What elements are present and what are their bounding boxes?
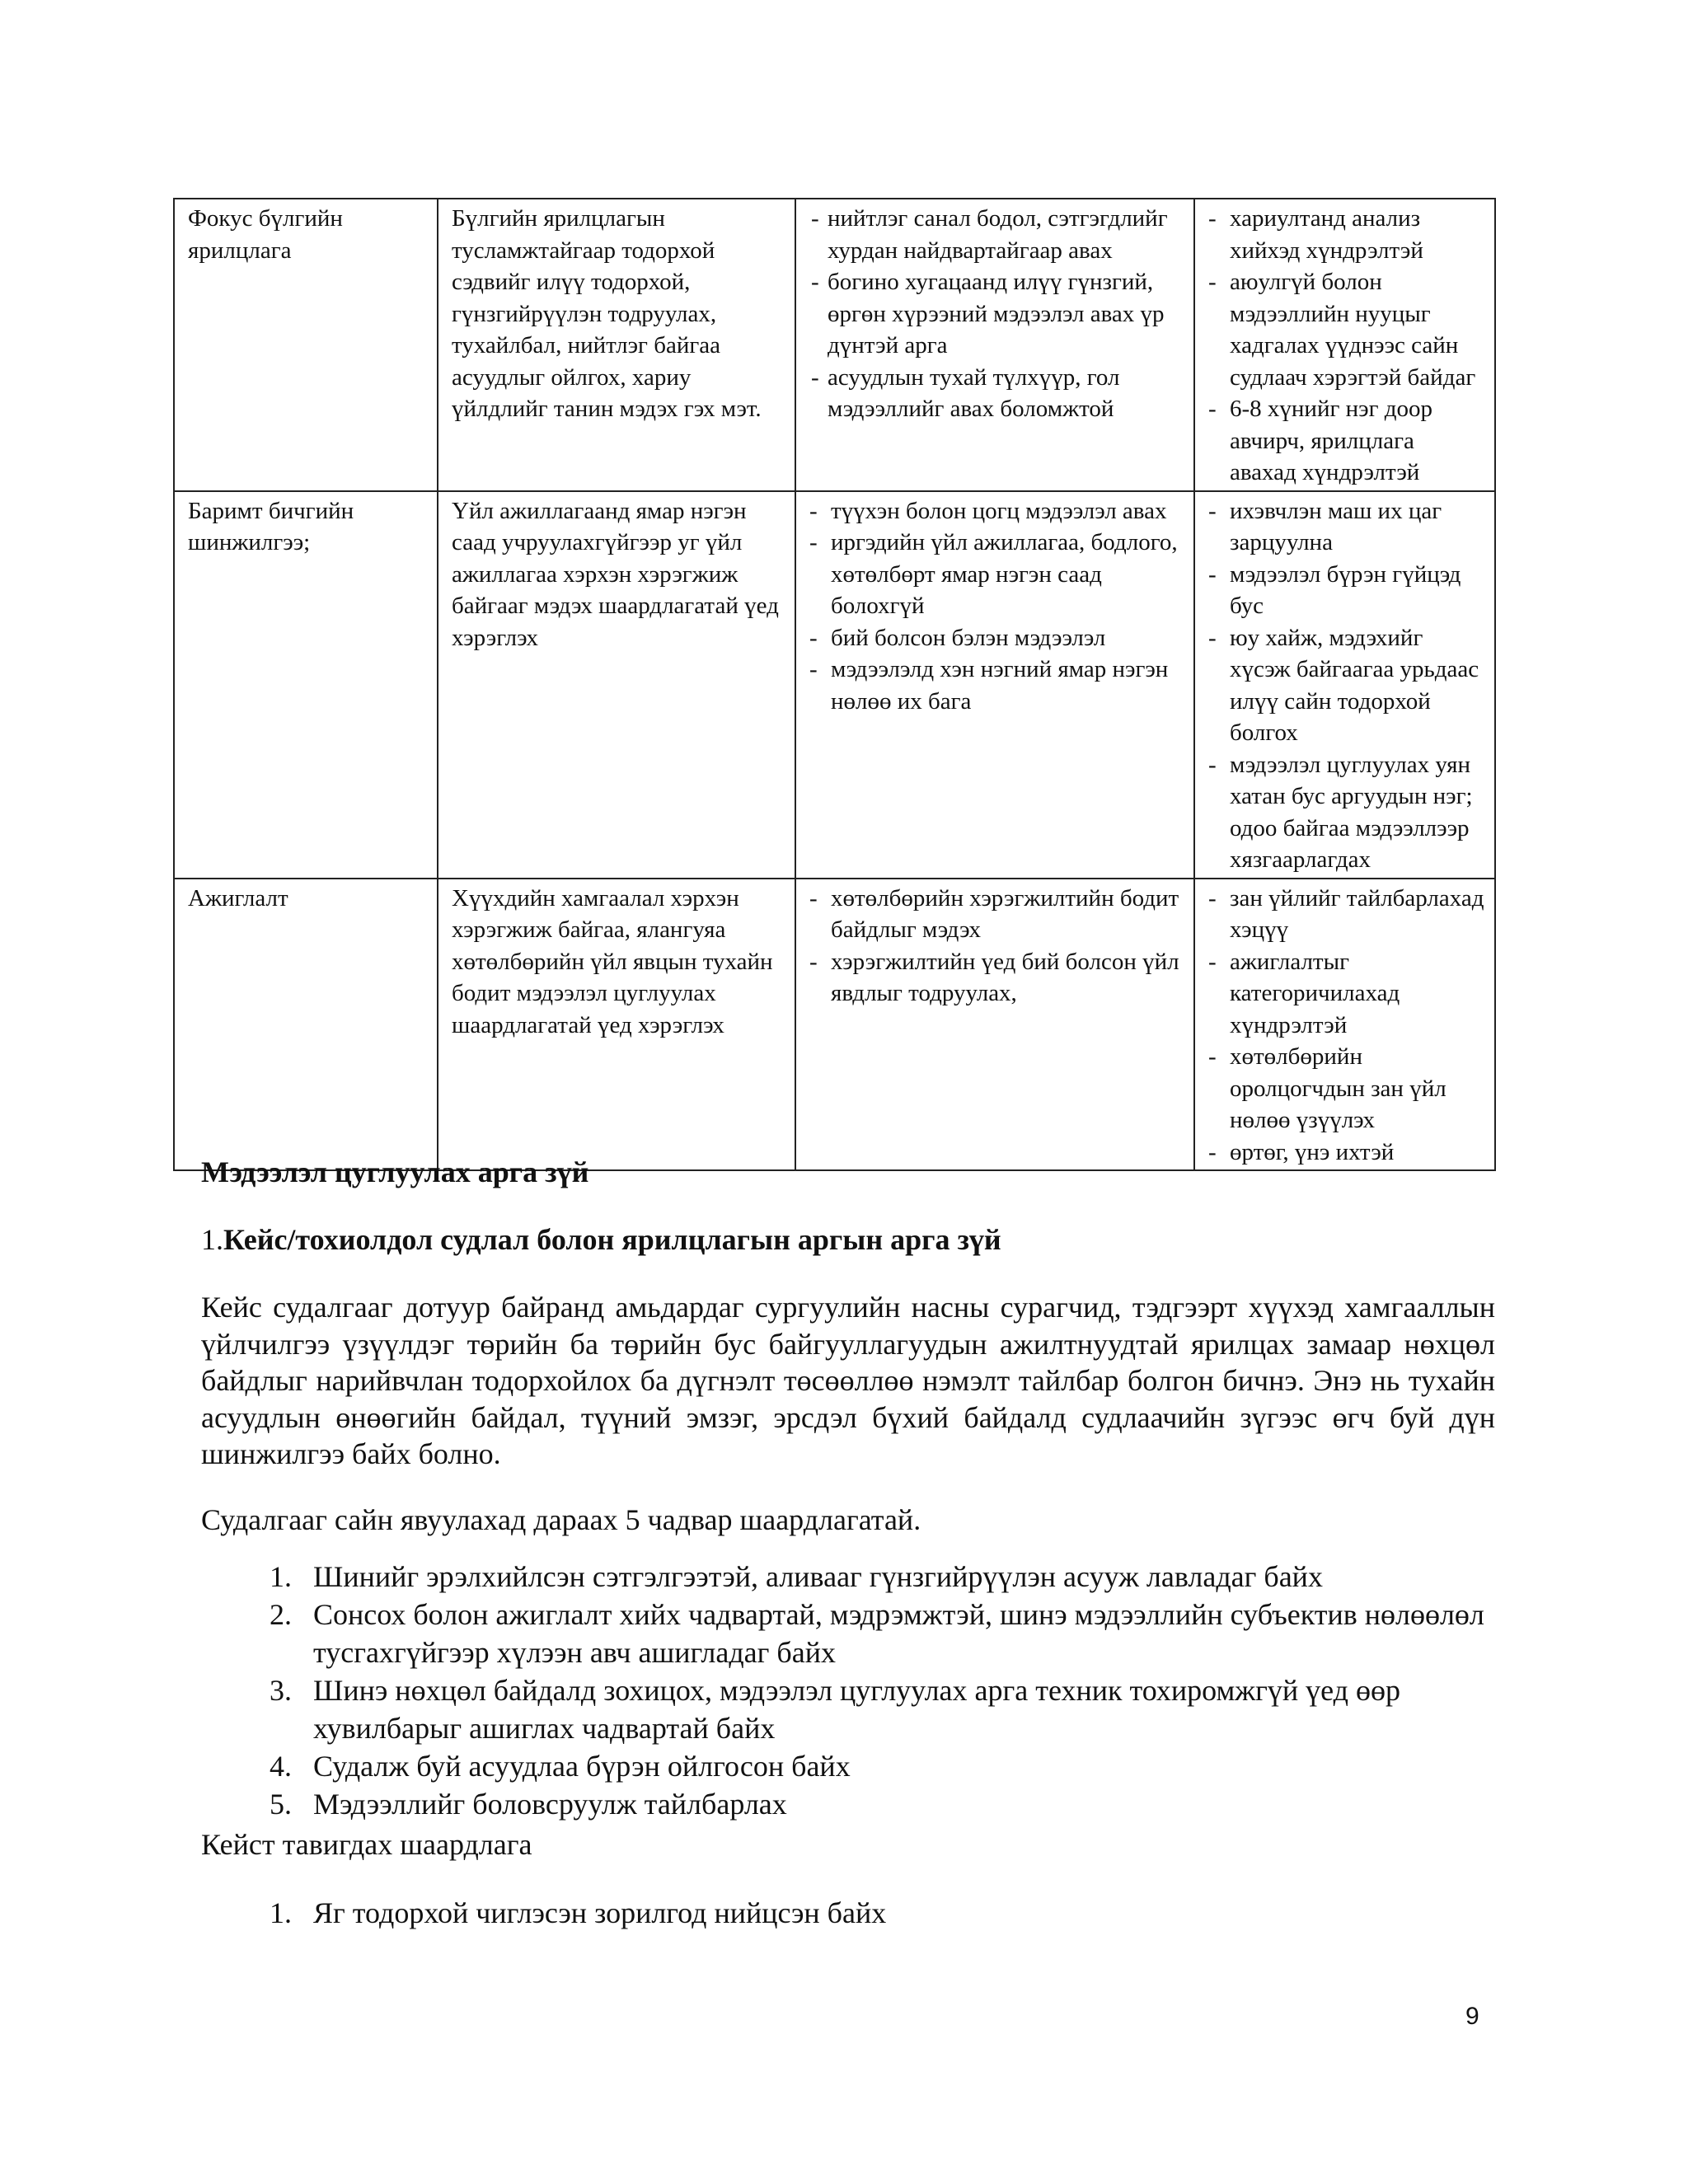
case-requirements-list <box>247 1894 1496 1932</box>
list-item: - мэдээлэлд хэн нэгний ямар нэгэн нөлөө их бага <box>809 654 1184 717</box>
body-paragraph: Кейс судалгааг дотуур байранд амьдардаг сургуулийн насны сурагчид, тэдгээрт хүүхэд хамгааллын үйлчилгээ үзүүлдэг төрийн ба төрийн бус байгууллагуудын ажилтнуудтай ярилцах замаар нөхцөл байдлыг нарийвчлан тодорхойлох ба дүгнэлт төсөөллөө нэмэлт тайлбар болгон бичнэ. Энэ нь тухайн асуудлын өнөөгийн байдал, түүний эмзэг, эрсдэл бүхий байдалд судлаачийн зүгээс өгч буй дүн шинжилгээ байх болно. <box>201 1291 1495 1470</box>
challenges-list <box>1208 883 1484 1169</box>
list-item: - хөтөлбөрийн хэрэгжилтийн бодит байдлыг мэдэх <box>809 883 1184 946</box>
list-item: 5. Мэдээллийг боловсруулж тайлбарлах <box>270 1788 787 1821</box>
list-item: 1. Яг тодорхой чиглэсэн зорилгод нийцсэн байх <box>270 1896 887 1929</box>
challenges-cell <box>1194 491 1495 879</box>
advantages-list <box>809 883 1184 1010</box>
list-item: - мэдээлэл бүрэн гүйцэд бус <box>1208 559 1484 622</box>
advantages-cell <box>795 879 1194 1171</box>
method-cell: Баримт бичгийн шинжилгээ; <box>174 491 438 879</box>
list-item: 1. Шинийг эрэлхийлсэн сэтгэлгээтэй, аливааг гүнзгийрүүлэн асууж лавладаг байх <box>270 1560 1323 1593</box>
advantages-cell <box>795 199 1194 491</box>
challenges-cell <box>1194 199 1495 491</box>
list-item: - юу хайж, мэдэхийг хүсэж байгаагаа урьдаас илүү сайн тодорхой болгох <box>1208 622 1484 749</box>
list-item: - хариултанд анализ хийхэд хүндрэлтэй <box>1208 203 1484 266</box>
advantages-list <box>809 203 1184 425</box>
table-row <box>174 491 1495 879</box>
list-item: - ихэвчлэн маш их цаг зарцуулна <box>1208 495 1484 559</box>
skills-intro: Судалгааг сайн явуулахад дараах 5 чадвар шаардлагатай. <box>201 1503 921 1536</box>
list-item: - иргэдийн үйл ажиллагаа, бодлого, хөтөлбөрт ямар нэгэн саад болохгүй <box>809 527 1184 622</box>
challenges-list <box>1208 495 1484 876</box>
purpose-cell: Үйл ажиллагаанд ямар нэгэн саад учруулахгүйгээр уг үйл ажиллагаа хэрхэн хэрэгжиж байгааг мэдэх шаардлагатай үед хэрэглэх <box>438 491 795 879</box>
method-cell: Фокус бүлгийн ярилцлага <box>174 199 438 491</box>
page-number: 9 <box>1465 2003 1479 2030</box>
advantages-list <box>809 495 1184 718</box>
purpose-cell: Бүлгийн ярилцлагын тусламжтайгаар тодорхой сэдвийг илүү тодорхой, гүнзгийрүүлэн тодруулах, тухайлбал, нийтлэг байгаа асуудлыг ойлгох, хариу үйлдлийг танин мэдэх гэх мэт. <box>438 199 795 491</box>
list-item: - богино хугацаанд илүү гүнзгий, өргөн хүрээний мэдээлэл авах үр дүнтэй арга <box>809 266 1184 362</box>
list-item: - түүхэн болон цогц мэдээлэл авах <box>809 495 1184 527</box>
purpose-cell: Хүүхдийн хамгаалал хэрхэн хэрэгжиж байгаа, ялангуяа хөтөлбөрийн үйл явцын тухайн бодит мэдээлэл цуглуулах шаардлагатай үед хэрэглэх <box>438 879 795 1171</box>
table-row <box>174 879 1495 1171</box>
methods-table <box>173 198 1496 1171</box>
list-item: 3. Шинэ нөхцөл байдалд зохицох, мэдээлэл цуглуулах арга техник тохиромжгүй үед өөр хувилбарыг ашиглах чадвартай байх <box>270 1674 1400 1745</box>
list-item: - мэдээлэл цуглуулах уян хатан бус аргуудын нэг; одоо байгаа мэдээллээр хязгаарлагдах <box>1208 749 1484 876</box>
list-item: - нийтлэг санал бодол, сэтгэгдлийг хурдан найдвартайгаар авах <box>809 203 1184 266</box>
skills-list <box>247 1558 1496 1823</box>
method-cell: Ажиглалт <box>174 879 438 1171</box>
list-item: 2. Сонсох болон ажиглалт хийх чадвартай, мэдрэмжтэй, шинэ мэдээллийн субъектив нөлөөлөл тусгахгүйгээр хүлээн авч ашигладаг байх <box>270 1598 1484 1669</box>
table-row <box>174 199 1495 491</box>
list-item: - аюулгүй болон мэдээллийн нууцыг хадгалах үүднээс сайн судлаач хэрэгтэй байдаг <box>1208 266 1484 393</box>
challenges-list <box>1208 203 1484 489</box>
list-item: - ажиглалтыг категоричилахад хүндрэлтэй <box>1208 946 1484 1042</box>
subsection-title: Кейс/тохиолдол судлал болон ярилцлагын аргын арга зүй <box>223 1223 1001 1256</box>
list-item: - өртөг, үнэ ихтэй <box>1208 1137 1484 1169</box>
advantages-cell <box>795 491 1194 879</box>
list-item: - бий болсон бэлэн мэдээлэл <box>809 622 1184 654</box>
list-item: 4. Судалж буй асуудлаа бүрэн ойлгосон байх <box>270 1750 851 1783</box>
list-item: - хэрэгжилтийн үед бий болсон үйл явдлыг тодруулах, <box>809 946 1184 1010</box>
list-item: - хөтөлбөрийн оролцогчдын зан үйл нөлөө үзүүлэх <box>1208 1041 1484 1137</box>
case-requirements-title: Кейст тавигдах шаардлага <box>201 1828 532 1861</box>
list-item: - зан үйлийг тайлбарлахад хэцүү <box>1208 883 1484 946</box>
challenges-cell <box>1194 879 1495 1171</box>
list-item: - 6-8 хүнийг нэг доор авчирч, ярилцлага авахад хүндрэлтэй <box>1208 393 1484 489</box>
section-heading: Мэдээлэл цуглуулах арга зүй <box>201 1155 589 1188</box>
subsection-number: 1. <box>201 1223 223 1256</box>
list-item: - асуудлын тухай түлхүүр, гол мэдээллийг авах боломжтой <box>809 362 1184 425</box>
subsection-heading <box>201 1221 1495 1258</box>
